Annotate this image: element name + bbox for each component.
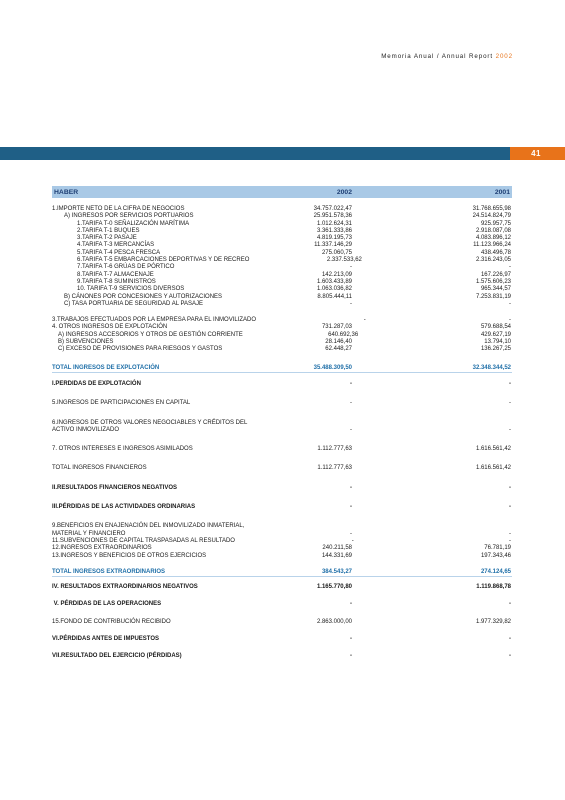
row-value-2002: 640.692,36 — [328, 331, 359, 338]
row-value-2002: 3.361.333,86 — [316, 227, 352, 234]
row-label: I.PERDIDAS DE EXPLOTACIÓN — [52, 380, 141, 387]
row-label: 5.TARIFA T-4 PESCA FRESCA — [77, 249, 161, 256]
row-value-2001: - — [509, 504, 511, 511]
row-value-2001: 24.514.824,79 — [472, 213, 511, 220]
table-row — [52, 400, 512, 407]
row-value-2002: - — [350, 635, 352, 642]
row-value-2002: 4.819.195,73 — [316, 235, 352, 242]
row-value-2001: 4.083.896,12 — [475, 235, 511, 242]
row-value-2001: - — [509, 653, 511, 660]
row-label: 7. OTROS INTERESES E INGRESOS ASIMILADOS — [52, 446, 193, 453]
table-row — [52, 545, 512, 552]
row-value-2001: 13.794,10 — [484, 339, 511, 346]
row-value-2001: - — [509, 635, 511, 642]
table-row — [52, 332, 512, 339]
page-number: 41 — [531, 149, 541, 158]
table-row — [52, 221, 512, 228]
row-label: 3.TARIFA T-2 PASAJE — [77, 235, 137, 242]
row-value-2002: 1.165.770,80 — [316, 584, 352, 591]
row-value-2001: - — [509, 300, 511, 307]
row-value-2002: - — [350, 300, 352, 307]
table-row — [52, 346, 512, 353]
row-label-continued: MATERIAL Y FINANCIERO — [52, 530, 126, 537]
row-label: C) EXCESO DE PROVISIONES PARA RIESGOS Y GASTOS — [58, 346, 223, 353]
row-label: 3.TRABAJOS EFECTUADOS POR LA EMPRESA PARA EL INMOVILIZADO — [52, 317, 257, 324]
row-label: 8.TARIFA T-7 ALMACENAJE — [77, 271, 154, 278]
row-value-2001: 579.688,54 — [480, 324, 511, 331]
table-row — [52, 504, 512, 511]
row-value-2002: 34.757.022,47 — [313, 206, 352, 212]
table-row — [52, 619, 512, 626]
row-value-2002: - — [350, 504, 352, 511]
header-col-2002: 2002 — [336, 188, 352, 196]
table-row — [52, 228, 512, 235]
row-value-2001: 11.123.966,24 — [473, 242, 511, 249]
row-value-2002: - — [350, 380, 352, 387]
row-value-2001: 76.781,19 — [484, 545, 511, 552]
row-value-2002: 1.012.624,31 — [316, 220, 352, 227]
row-value-2001: - — [509, 537, 511, 544]
row-value-2002: - — [350, 530, 352, 537]
table-row — [52, 531, 512, 538]
row-value-2002: 1.063.036,82 — [316, 286, 352, 293]
row-value-2002: 25.951.578,36 — [313, 213, 352, 220]
row-value-2001: - — [509, 426, 511, 433]
row-value-2001: 197.343,46 — [480, 552, 511, 559]
row-value-2001: 2.316.243,05 — [475, 257, 511, 264]
row-value-2001: 925.957,75 — [480, 220, 511, 227]
row-label: 1.IMPORTE NETO DE LA CIFRA DE NEGOCIOS — [52, 206, 185, 212]
row-label: 6.INGRESOS DE OTROS VALORES NEGOCIABLES Y CRÉDITOS DEL — [52, 419, 248, 426]
row-value-2002: 142.213,09 — [321, 271, 352, 278]
row-value-2002: 2.337.533,62 — [326, 257, 362, 264]
row-label: II.RESULTADOS FINANCIEROS NEGATIVOS — [52, 484, 178, 491]
row-value-2002: - — [350, 426, 352, 433]
table-row — [52, 636, 512, 643]
row-value-2002: 1.112.777,63 — [317, 446, 352, 453]
header-label: HABER — [54, 188, 79, 196]
row-value-2001: 1.977.329,82 — [475, 618, 511, 625]
table-row — [52, 538, 512, 545]
row-label: C) TASA PORTUARIA DE SEGURIDAD AL PASAJE — [64, 300, 204, 307]
row-value-2001: - — [509, 601, 511, 608]
row-value-2001: - — [509, 264, 511, 271]
table-row — [52, 250, 512, 257]
table-row — [52, 213, 512, 220]
row-label-continued: ACTIVO INMOVILIZADO — [52, 426, 120, 433]
row-label: IV. RESULTADOS EXTRAORDINARIOS NEGATIVOS — [52, 584, 198, 591]
row-label: V. PÉRDIDAS DE LAS OPERACIONES — [52, 601, 162, 608]
row-value-2001: 438.496,78 — [480, 249, 511, 256]
row-value-2002: - — [350, 653, 352, 660]
table-row — [52, 553, 512, 560]
running-head — [381, 53, 513, 60]
table-row — [52, 446, 512, 453]
row-label: 4. OTROS INGRESOS DE EXPLOTACIÓN — [52, 324, 168, 331]
table-row — [52, 465, 512, 472]
row-value-2001: 1.119.868,78 — [476, 584, 511, 591]
table-row — [52, 264, 512, 271]
row-value-2002: - — [363, 317, 366, 324]
row-value-2001: - — [509, 484, 511, 491]
row-label: 9.BENEFICIOS EN ENAJENACIÓN DEL INMOVILIZADO INMATERIAL, — [52, 523, 245, 530]
row-value-2001: 32.348.344,52 — [472, 364, 511, 371]
row-label: A) INGRESOS ACCESORIOS Y OTROS DE GESTIÓN CORRIENTE — [58, 331, 243, 338]
income-table — [52, 186, 512, 661]
row-value-2001: 965.344,57 — [480, 286, 511, 293]
total-row — [52, 569, 512, 576]
row-label: 11.SUBVENCIONES DE CAPITAL TRASPASADAS AL RESULTADO — [52, 537, 235, 544]
row-label: TOTAL INGRESOS FINANCIEROS — [52, 465, 147, 472]
row-label: 4.TARIFA T-3 MERCANCÍAS — [77, 242, 155, 249]
row-value-2001: 136.267,25 — [480, 346, 511, 353]
row-label: B) CÁNONES POR CONCESIONES Y AUTORIZACIONES — [64, 293, 223, 300]
row-value-2001: 2.918.087,08 — [475, 227, 511, 234]
row-value-2001: - — [509, 530, 511, 537]
row-value-2002: - — [350, 484, 352, 491]
table-row — [52, 601, 512, 608]
header-band — [0, 147, 565, 160]
row-value-2001: 167.226,97 — [480, 271, 511, 278]
row-label: B) SUBVENCIONES — [58, 339, 114, 346]
row-value-2002: 11.337.146,29 — [314, 242, 352, 249]
table-row — [52, 206, 512, 213]
row-value-2002: 2.863.000,00 — [316, 618, 352, 625]
row-value-2002: - — [350, 601, 352, 608]
row-label: 1.TARIFA T-0 SEÑALIZACIÓN MARÍTIMA — [77, 220, 190, 227]
row-label: 13.INGRESOS Y BENEFICIOS DE OTROS EJERCICIOS — [52, 552, 207, 559]
row-value-2002: 731.287,03 — [321, 324, 352, 331]
row-value-2001: - — [509, 400, 511, 407]
row-value-2002: - — [350, 400, 352, 407]
table-row — [52, 584, 512, 591]
row-label: 5.INGRESOS DE PARTICIPACIONES EN CAPITAL — [52, 400, 191, 407]
row-value-2002: - — [351, 537, 354, 544]
row-label: A) INGRESOS POR SERVICIOS PORTUARIOS — [64, 213, 194, 220]
row-label: III.PÉRDIDAS DE LAS ACTIVIDADES ORDINARIAS — [52, 504, 196, 511]
row-label: VII.RESULTADO DEL EJERCICIO (PÉRDIDAS) — [52, 653, 182, 660]
table-row — [52, 324, 512, 331]
table-row — [52, 272, 512, 279]
table-row — [52, 242, 512, 249]
row-value-2001: 1.616.561,42 — [475, 446, 511, 453]
table-row — [52, 523, 512, 530]
row-value-2002: 8.805.444,11 — [317, 293, 352, 300]
row-value-2001: 429.627,19 — [480, 331, 511, 338]
row-value-2002: - — [350, 264, 352, 271]
row-value-2002: 384.543,27 — [321, 568, 352, 575]
total-row — [52, 365, 512, 372]
row-value-2001: - — [509, 380, 511, 387]
row-label: 9.TARIFA T-8 SUMINISTROS — [77, 278, 156, 285]
table-row — [52, 420, 512, 427]
running-head-year: 2002 — [495, 53, 513, 60]
table-row — [52, 286, 512, 293]
table-row — [52, 427, 512, 434]
row-value-2001: 274.124,65 — [480, 568, 511, 575]
row-value-2001: 1.616.561,42 — [475, 465, 511, 472]
row-label: 6.TARIFA T-5 EMBARCACIONES DEPORTIVAS Y DE RECREO — [77, 257, 250, 264]
row-value-2002: 28.146,40 — [325, 339, 352, 346]
row-value-2002: 240.211,58 — [322, 545, 352, 552]
row-value-2002: 62.448,27 — [325, 346, 352, 353]
row-value-2001: 31.768.655,98 — [472, 206, 511, 212]
table-row — [52, 485, 512, 492]
row-label: 2.TARIFA T-1 BUQUES — [77, 227, 140, 234]
table-row — [52, 653, 512, 660]
table-row — [52, 381, 512, 388]
row-value-2001: 7.253.831,19 — [475, 293, 511, 300]
table-row — [52, 294, 512, 301]
row-label: TOTAL INGRESOS DE EXPLOTACIÓN — [52, 364, 160, 371]
table-header — [52, 186, 512, 198]
row-value-2002: 1.112.777,63 — [317, 465, 352, 472]
row-value-2001: - — [509, 317, 511, 324]
row-value-2002: 35.488.309,50 — [313, 364, 352, 371]
row-label: 10. TARIFA T-9 SERVICIOS DIVERSOS — [77, 286, 185, 293]
row-label: 15.FONDO DE CONTRIBUCIÓN RECIBIDO — [52, 618, 171, 625]
table-row — [52, 279, 512, 286]
row-value-2002: 275.060,75 — [321, 249, 352, 256]
running-head-text: Memoria Anual / Annual Report — [381, 53, 493, 60]
table-row — [52, 301, 512, 308]
row-value-2001: 1.575.606,23 — [475, 278, 511, 285]
row-value-2002: 144.331,69 — [321, 552, 352, 559]
row-label: VI.PÉRDIDAS ANTES DE IMPUESTOS — [52, 635, 160, 642]
row-label: 7.TARIFA T-6 GRÚAS DE PÓRTICO — [77, 264, 175, 271]
header-col-2001: 2001 — [494, 188, 510, 196]
row-label: TOTAL INGRESOS EXTRAORDINARIOS — [52, 568, 166, 575]
table-row — [52, 339, 512, 346]
row-value-2002: 1.603.433,89 — [316, 278, 352, 285]
row-label: 12.INGRESOS EXTRAORDINARIOS — [52, 545, 152, 552]
